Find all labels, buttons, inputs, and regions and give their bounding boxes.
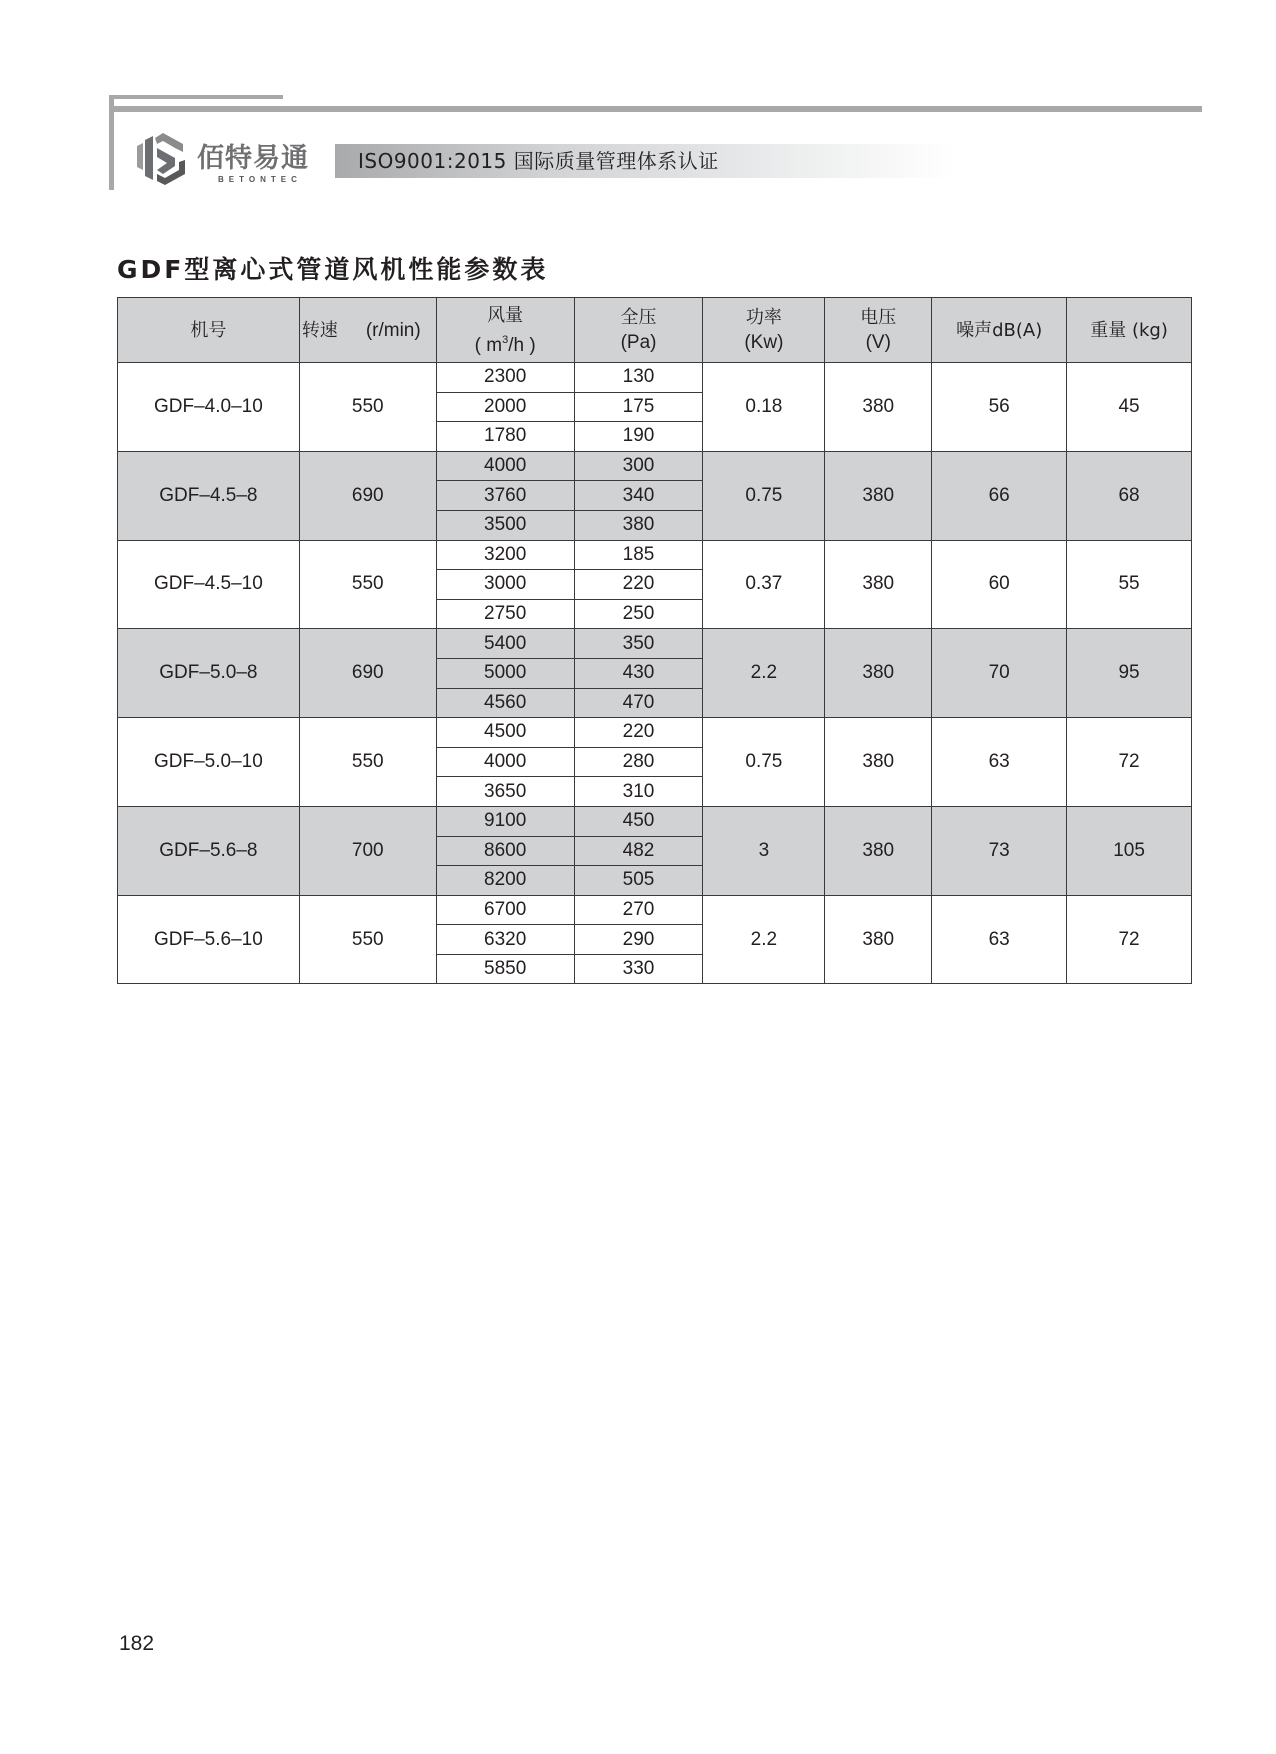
- certification-text: ISO9001:2015 国际质量管理体系认证: [358, 149, 719, 173]
- airflow-cell: 5000: [436, 658, 574, 688]
- logo-name-en: BETONTEC: [218, 175, 302, 184]
- speed-cell: 550: [299, 718, 436, 807]
- header-voltage: 电压 (V): [825, 298, 932, 363]
- model-cell: GDF–5.0–10: [118, 718, 300, 807]
- pressure-cell: 130: [574, 363, 703, 393]
- power-cell: 2.2: [703, 895, 825, 984]
- airflow-cell: 6700: [436, 895, 574, 925]
- airflow-cell: 9100: [436, 806, 574, 836]
- pressure-cell: 482: [574, 836, 703, 866]
- speed-cell: 690: [299, 451, 436, 540]
- page-number: 182: [119, 1632, 155, 1655]
- header-rule-long: [109, 106, 1202, 112]
- power-cell: 0.18: [703, 363, 825, 452]
- pressure-cell: 290: [574, 925, 703, 955]
- pressure-cell: 280: [574, 747, 703, 777]
- airflow-cell: 3500: [436, 510, 574, 540]
- pressure-cell: 220: [574, 718, 703, 748]
- model-cell: GDF–5.6–8: [118, 806, 300, 895]
- header-weight: 重量 (kg): [1067, 298, 1192, 363]
- airflow-cell: 1780: [436, 422, 574, 452]
- pressure-cell: 330: [574, 954, 703, 984]
- weight-cell: 105: [1067, 806, 1192, 895]
- pressure-cell: 430: [574, 658, 703, 688]
- model-cell: GDF–4.5–8: [118, 451, 300, 540]
- pressure-cell: 175: [574, 392, 703, 422]
- power-cell: 0.75: [703, 451, 825, 540]
- power-cell: 3: [703, 806, 825, 895]
- pressure-cell: 350: [574, 629, 703, 659]
- weight-cell: 68: [1067, 451, 1192, 540]
- table-row: [118, 451, 1192, 481]
- header-rule-short: [109, 95, 283, 99]
- noise-cell: 63: [932, 895, 1067, 984]
- voltage-cell: 380: [825, 629, 932, 718]
- model-cell: GDF–4.0–10: [118, 363, 300, 452]
- page-title: GDF型离心式管道风机性能参数表: [117, 255, 549, 284]
- speed-cell: 700: [299, 806, 436, 895]
- speed-cell: 690: [299, 629, 436, 718]
- header-speed: 转速 (r/min): [299, 298, 436, 363]
- airflow-cell: 5400: [436, 629, 574, 659]
- header-pressure: 全压 (Pa): [574, 298, 703, 363]
- logo-name-cn: 佰特易通: [197, 143, 309, 174]
- table-row: [118, 806, 1192, 836]
- pressure-cell: 300: [574, 451, 703, 481]
- noise-cell: 60: [932, 540, 1067, 629]
- pressure-cell: 310: [574, 777, 703, 807]
- noise-cell: 73: [932, 806, 1067, 895]
- voltage-cell: 380: [825, 363, 932, 452]
- power-cell: 2.2: [703, 629, 825, 718]
- weight-cell: 55: [1067, 540, 1192, 629]
- airflow-cell: 3200: [436, 540, 574, 570]
- airflow-cell: 8200: [436, 866, 574, 896]
- pressure-cell: 470: [574, 688, 703, 718]
- airflow-cell: 5850: [436, 954, 574, 984]
- speed-cell: 550: [299, 895, 436, 984]
- airflow-cell: 3650: [436, 777, 574, 807]
- airflow-cell: 4000: [436, 747, 574, 777]
- pressure-cell: 450: [574, 806, 703, 836]
- airflow-cell: 3000: [436, 570, 574, 600]
- voltage-cell: 380: [825, 540, 932, 629]
- weight-cell: 72: [1067, 895, 1192, 984]
- pressure-cell: 380: [574, 510, 703, 540]
- table-row: [118, 895, 1192, 925]
- voltage-cell: 380: [825, 895, 932, 984]
- table-header-row: [118, 298, 1192, 363]
- pressure-cell: 190: [574, 422, 703, 452]
- header-model: 机号: [118, 298, 300, 363]
- table-row: [118, 540, 1192, 570]
- performance-table: [117, 297, 1192, 984]
- airflow-cell: 4000: [436, 451, 574, 481]
- noise-cell: 70: [932, 629, 1067, 718]
- noise-cell: 63: [932, 718, 1067, 807]
- header-airflow: 风量 ( $m^3/h$ ): [436, 298, 574, 363]
- airflow-cell: 8600: [436, 836, 574, 866]
- airflow-cell: 2300: [436, 363, 574, 393]
- betontec-logo-icon: [135, 130, 187, 186]
- airflow-cell: 6320: [436, 925, 574, 955]
- airflow-cell: 3760: [436, 481, 574, 511]
- airflow-cell: 2000: [436, 392, 574, 422]
- weight-cell: 72: [1067, 718, 1192, 807]
- airflow-cell: 4560: [436, 688, 574, 718]
- model-cell: GDF–5.6–10: [118, 895, 300, 984]
- certification-banner: [335, 144, 955, 178]
- header-rule-vertical: [109, 95, 114, 190]
- power-cell: 0.37: [703, 540, 825, 629]
- pressure-cell: 270: [574, 895, 703, 925]
- pressure-cell: 220: [574, 570, 703, 600]
- pressure-cell: 340: [574, 481, 703, 511]
- speed-cell: 550: [299, 363, 436, 452]
- header-power: 功率 (Kw): [703, 298, 825, 363]
- power-cell: 0.75: [703, 718, 825, 807]
- header-noise: 噪声dB(A): [932, 298, 1067, 363]
- table-row: [118, 629, 1192, 659]
- voltage-cell: 380: [825, 451, 932, 540]
- pressure-cell: 250: [574, 599, 703, 629]
- voltage-cell: 380: [825, 718, 932, 807]
- table-row: [118, 718, 1192, 748]
- noise-cell: 66: [932, 451, 1067, 540]
- pressure-cell: 505: [574, 866, 703, 896]
- airflow-cell: 2750: [436, 599, 574, 629]
- model-cell: GDF–5.0–8: [118, 629, 300, 718]
- voltage-cell: 380: [825, 806, 932, 895]
- airflow-cell: 4500: [436, 718, 574, 748]
- weight-cell: 45: [1067, 363, 1192, 452]
- speed-cell: 550: [299, 540, 436, 629]
- model-cell: GDF–4.5–10: [118, 540, 300, 629]
- noise-cell: 56: [932, 363, 1067, 452]
- table-row: [118, 363, 1192, 393]
- pressure-cell: 185: [574, 540, 703, 570]
- weight-cell: 95: [1067, 629, 1192, 718]
